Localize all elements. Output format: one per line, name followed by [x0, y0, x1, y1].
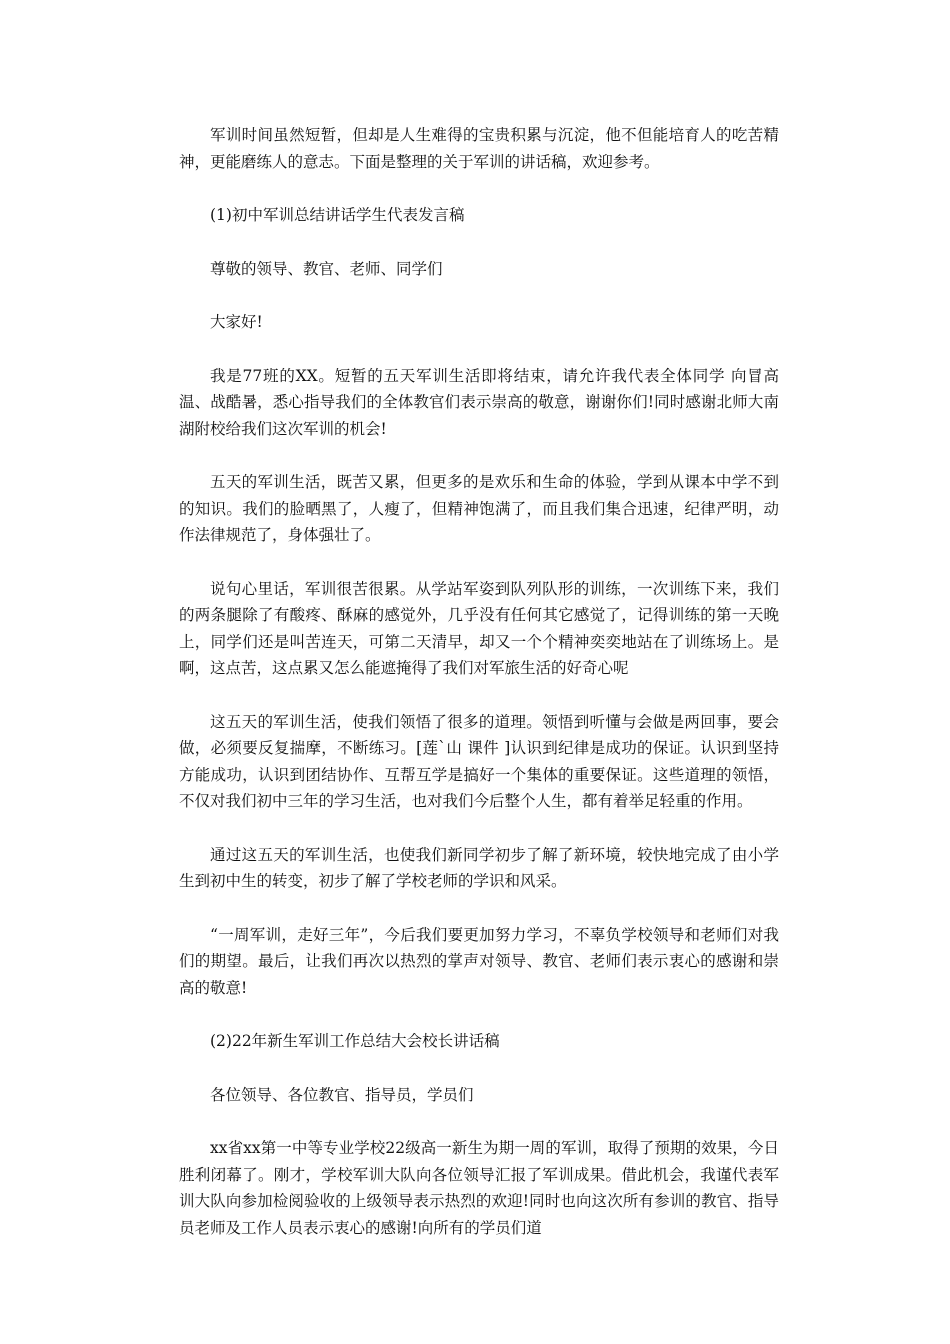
body-paragraph: 我是77班的XX。短暂的五天军训生活即将结束，请允许我代表全体同学 向冒高温、战酷暑，悉心指导我们的全体教官们表示崇高的敬意，谢谢你们!同时感谢北师大南湖附校给我们这次军训的机会!: [179, 366, 779, 438]
document-body: [179, 122, 779, 1268]
salutation-2: 各位领导、各位教官、指导员，学员们: [210, 1085, 474, 1104]
body-paragraph: 说句心里话，军训很苦很累。从学站军姿到队列队形的训练，一次训练下来，我们的两条腿除了有酸疼、酥麻的感觉外，几乎没有任何其它感觉了，记得训练的第一天晚上，同学们还是叫苦连天，可第二天清早，却又一个个精神奕奕地站在了训练场上。是啊，这点苦，这点累又怎么能遮掩得了我们对军旅生活的好奇心呢: [179, 579, 779, 677]
body-paragraph: 这五天的军训生活，使我们领悟了很多的道理。领悟到听懂与会做是两回事，要会做，必须要反复揣摩，不断练习。[莲`山 课件 ]认识到纪律是成功的保证。认识到坚持方能成功，认识到团结协作、互帮互学是搞好一个集体的重要保证。这些道理的领悟，不仅对我们初中三年的学习生活，也对我们今后整个人生，都有着举足轻重的作用。: [179, 712, 779, 810]
salutation: 尊敬的领导、教官、老师、同学们: [210, 259, 443, 278]
body-paragraph: xx省xx第一中等专业学校22级高一新生为期一周的军训，取得了预期的效果，今日胜利闭幕了。刚才，学校军训大队向各位领导汇报了军训成果。借此机会，我谨代表军训大队向参加检阅验收的上级领导表示热烈的欢迎!同时也向这次所有参训的教官、指导员老师及工作人员表示衷心的感谢!向所有的学员们道: [179, 1139, 779, 1237]
section-2-heading: (2)22年新生军训工作总结大会校长讲话稿: [210, 1032, 500, 1050]
body-paragraph: 五天的军训生活，既苦又累，但更多的是欢乐和生命的体验，学到从课本中学不到的知识。我们的脸晒黑了，人瘦了，但精神饱满了，而且我们集合迅速，纪律严明，动作法律规范了，身体强壮了。: [179, 473, 779, 544]
greeting: 大家好!: [210, 313, 263, 331]
body-paragraph: 通过这五天的军训生活，也使我们新同学初步了解了新环境，较快地完成了由小学生到初中生的转变，初步了解了学校老师的学识和风采。: [179, 845, 779, 890]
section-1-heading: (1)初中军训总结讲话学生代表发言稿: [210, 206, 465, 224]
closing-paragraph: “一周军训，走好三年”，今后我们要更加努力学习，不辜负学校领导和老师们对我们的期望。最后，让我们再次以热烈的掌声对领导、教官、老师们表示衷心的感谢和崇高的敬意!: [179, 925, 779, 997]
intro-paragraph: 军训时间虽然短暂，但却是人生难得的宝贵积累与沉淀，他不但能培育人的吃苦精神，更能磨练人的意志。下面是整理的关于军训的讲话稿，欢迎参考。: [179, 126, 779, 171]
